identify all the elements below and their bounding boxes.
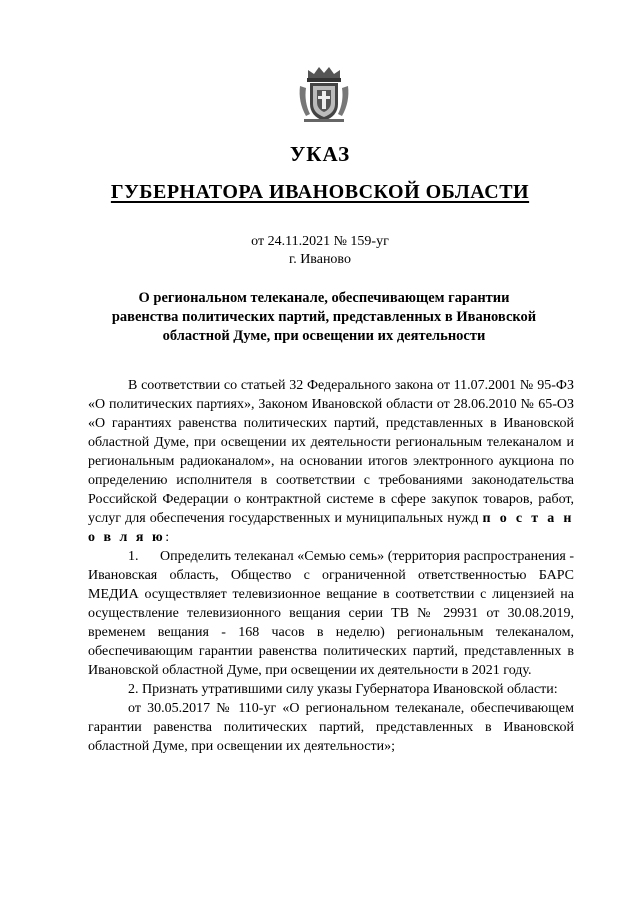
decree-keyword: п о с т а н о в л я ю (88, 511, 574, 545)
item-2a-paragraph: от 30.05.2017 № 110-уг «О региональном телеканале, обеспечивающем гарантии равенства политических партий, представленных в Ивановской областной Думе, при освещении их деятельности»; (88, 701, 574, 754)
item-2-paragraph: 2. Признать утратившими силу указы Губернатора Ивановской области: (128, 682, 558, 697)
decree-subject: О региональном телеканале, обеспечивающем гарантии равенства политических партий, представленных в Ивановской областной Думе, при освещении их деятельности (111, 290, 537, 344)
preamble-paragraph (88, 376, 574, 547)
decree-city: г. Иваново (289, 252, 351, 267)
issuer-heading: ГУБЕРНАТОРА ИВАНОВСКОЙ ОБЛАСТИ (110, 181, 530, 203)
document-title: УКАЗ (289, 142, 351, 166)
document-subtitle (0, 181, 640, 204)
decree-body (88, 376, 574, 756)
decree-colon: : (165, 530, 170, 545)
item-1-paragraph: 1. Определить телеканал «Семью семь» (территория распространения - Ивановская область, Общество с ограниченной ответственностью БАРС МЕДИА осуществляет телевизионное вещание в соответствии с лицензией на осуществление телевизионного вещания серии ТВ № 29931 от 30.08.2019, временем вещания - 168 часов в неделю) региональным телеканалом, обеспечивающим гарантии равенства политических партий, представленных в Ивановской областной Думе, при освещении их деятельности в 2021 году. (88, 549, 574, 678)
ivanovo-coat-of-arms-icon (298, 64, 350, 124)
decree-date-number: от 24.11.2021 № 159-уг (251, 234, 389, 249)
preamble-text: В соответствии со статьей 32 Федерального закона от 11.07.2001 № 95-ФЗ «О политических партиях», Законом Ивановской области от 28.06.2010 № 65-ОЗ «О гарантиях равенства политических партий, представленных в Ивановской областной Думе, при освещении их деятельности региональным телеканалом и региональным радиоканалом», на основании итогов электронного аукциона по определению исполнителя в соответствии с требованиями законодательства Российской Федерации о контрактной системе в сфере закупок товаров, работ, услуг для обеспечения государственных и муниципальных нужд (88, 378, 574, 526)
